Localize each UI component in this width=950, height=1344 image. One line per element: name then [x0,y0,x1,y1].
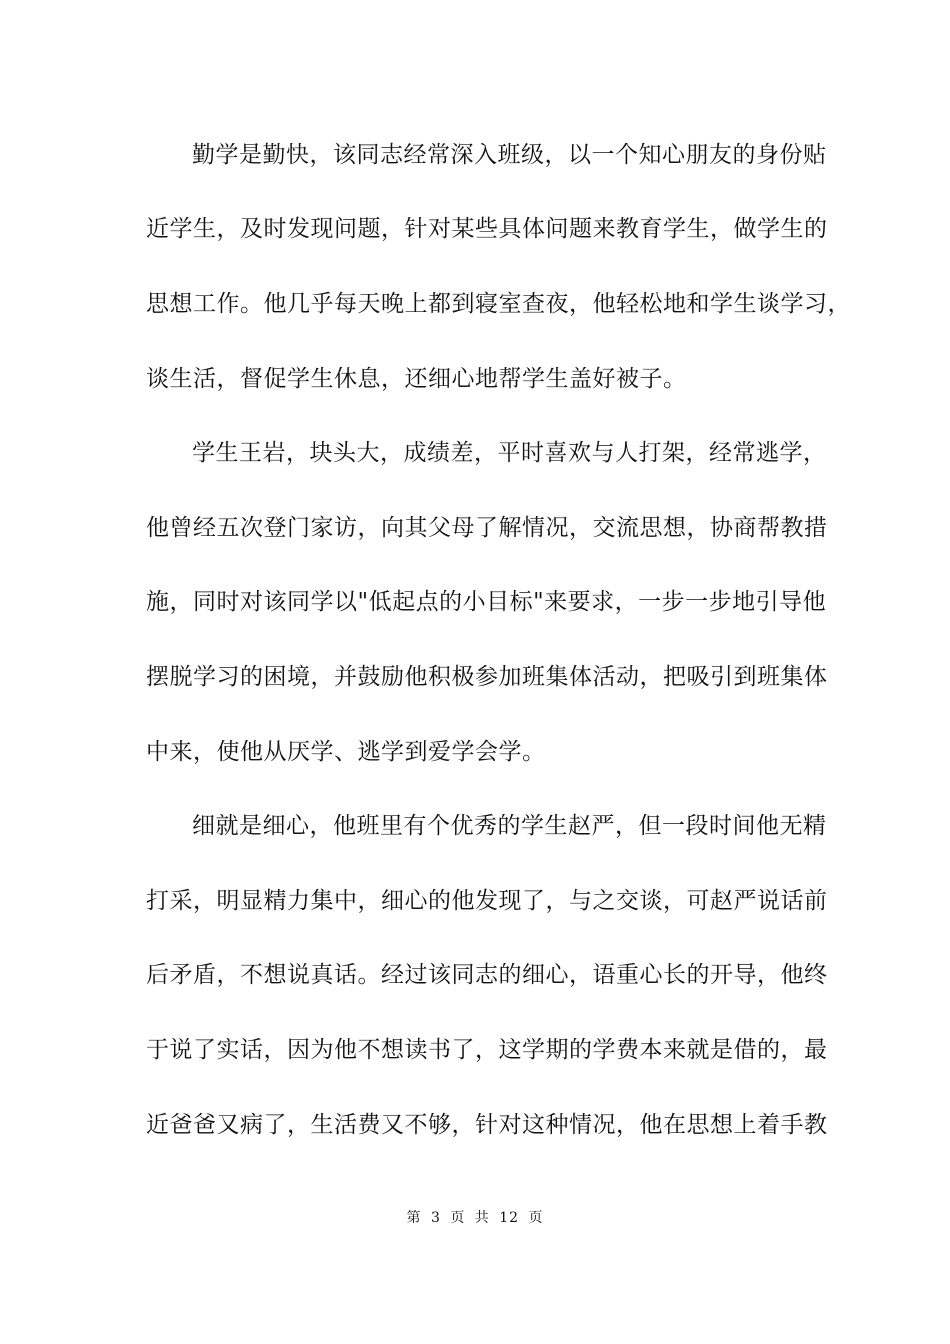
paragraph-2-line-3: 施，同时对该同学以"低起点的小目标"来要求，一步一步地引导他 [146,589,827,615]
footer-total-pages: 12 [499,1210,520,1226]
paragraph-1-line-4: 谈生活，督促学生休息，还细心地帮学生盖好被子。 [146,366,687,392]
paragraph-3-line-1: 细就是细心，他班里有个优秀的学生赵严，但一段时间他无精 [192,813,827,839]
paragraph-2-line-4: 摆脱学习的困境，并鼓励他积极参加班集体活动，把吸引到班集体 [146,664,828,690]
footer-current-page: 3 [430,1210,441,1226]
footer-label-di: 第 [406,1210,422,1226]
paragraph-3-line-3: 后矛盾，不想说真话。经过该同志的细心，语重心长的开导，他终 [146,962,828,988]
footer-label-ye-2: 页 [528,1210,544,1226]
paragraph-3-line-5: 近爸爸又病了，生活费又不够，针对这种情况，他在思想上着手教 [146,1112,828,1138]
page-footer [0,1208,950,1228]
paragraph-1-line-1: 勤学是勤快，该同志经常深入班级，以一个知心朋友的身份贴 [192,142,827,168]
paragraph-3-line-4: 于说了实话，因为他不想读书了，这学期的学费本来就是借的，最 [146,1037,828,1063]
paragraph-2-line-1: 学生王岩，块头大，成绩差，平时喜欢与人打架，经常逃学， [192,440,827,466]
paragraph-2-line-5: 中来，使他从厌学、逃学到爱学会学。 [146,739,546,765]
paragraph-1-line-3: 思想工作。他几乎每天晚上都到寝室查夜，他轻松地和学生谈学习， [146,291,851,317]
paragraph-3-line-2: 打采，明显精力集中，细心的他发现了，与之交谈，可赵严说话前 [146,888,828,914]
paragraph-1-line-2: 近学生，及时发现问题，针对某些具体问题来教育学生，做学生的 [146,216,828,242]
footer-label-ye: 页 [450,1210,466,1226]
footer-label-gong: 共 [474,1210,490,1226]
paragraph-2-line-2: 他曾经五次登门家访，向其父母了解情况，交流思想，协商帮教措 [146,515,828,541]
